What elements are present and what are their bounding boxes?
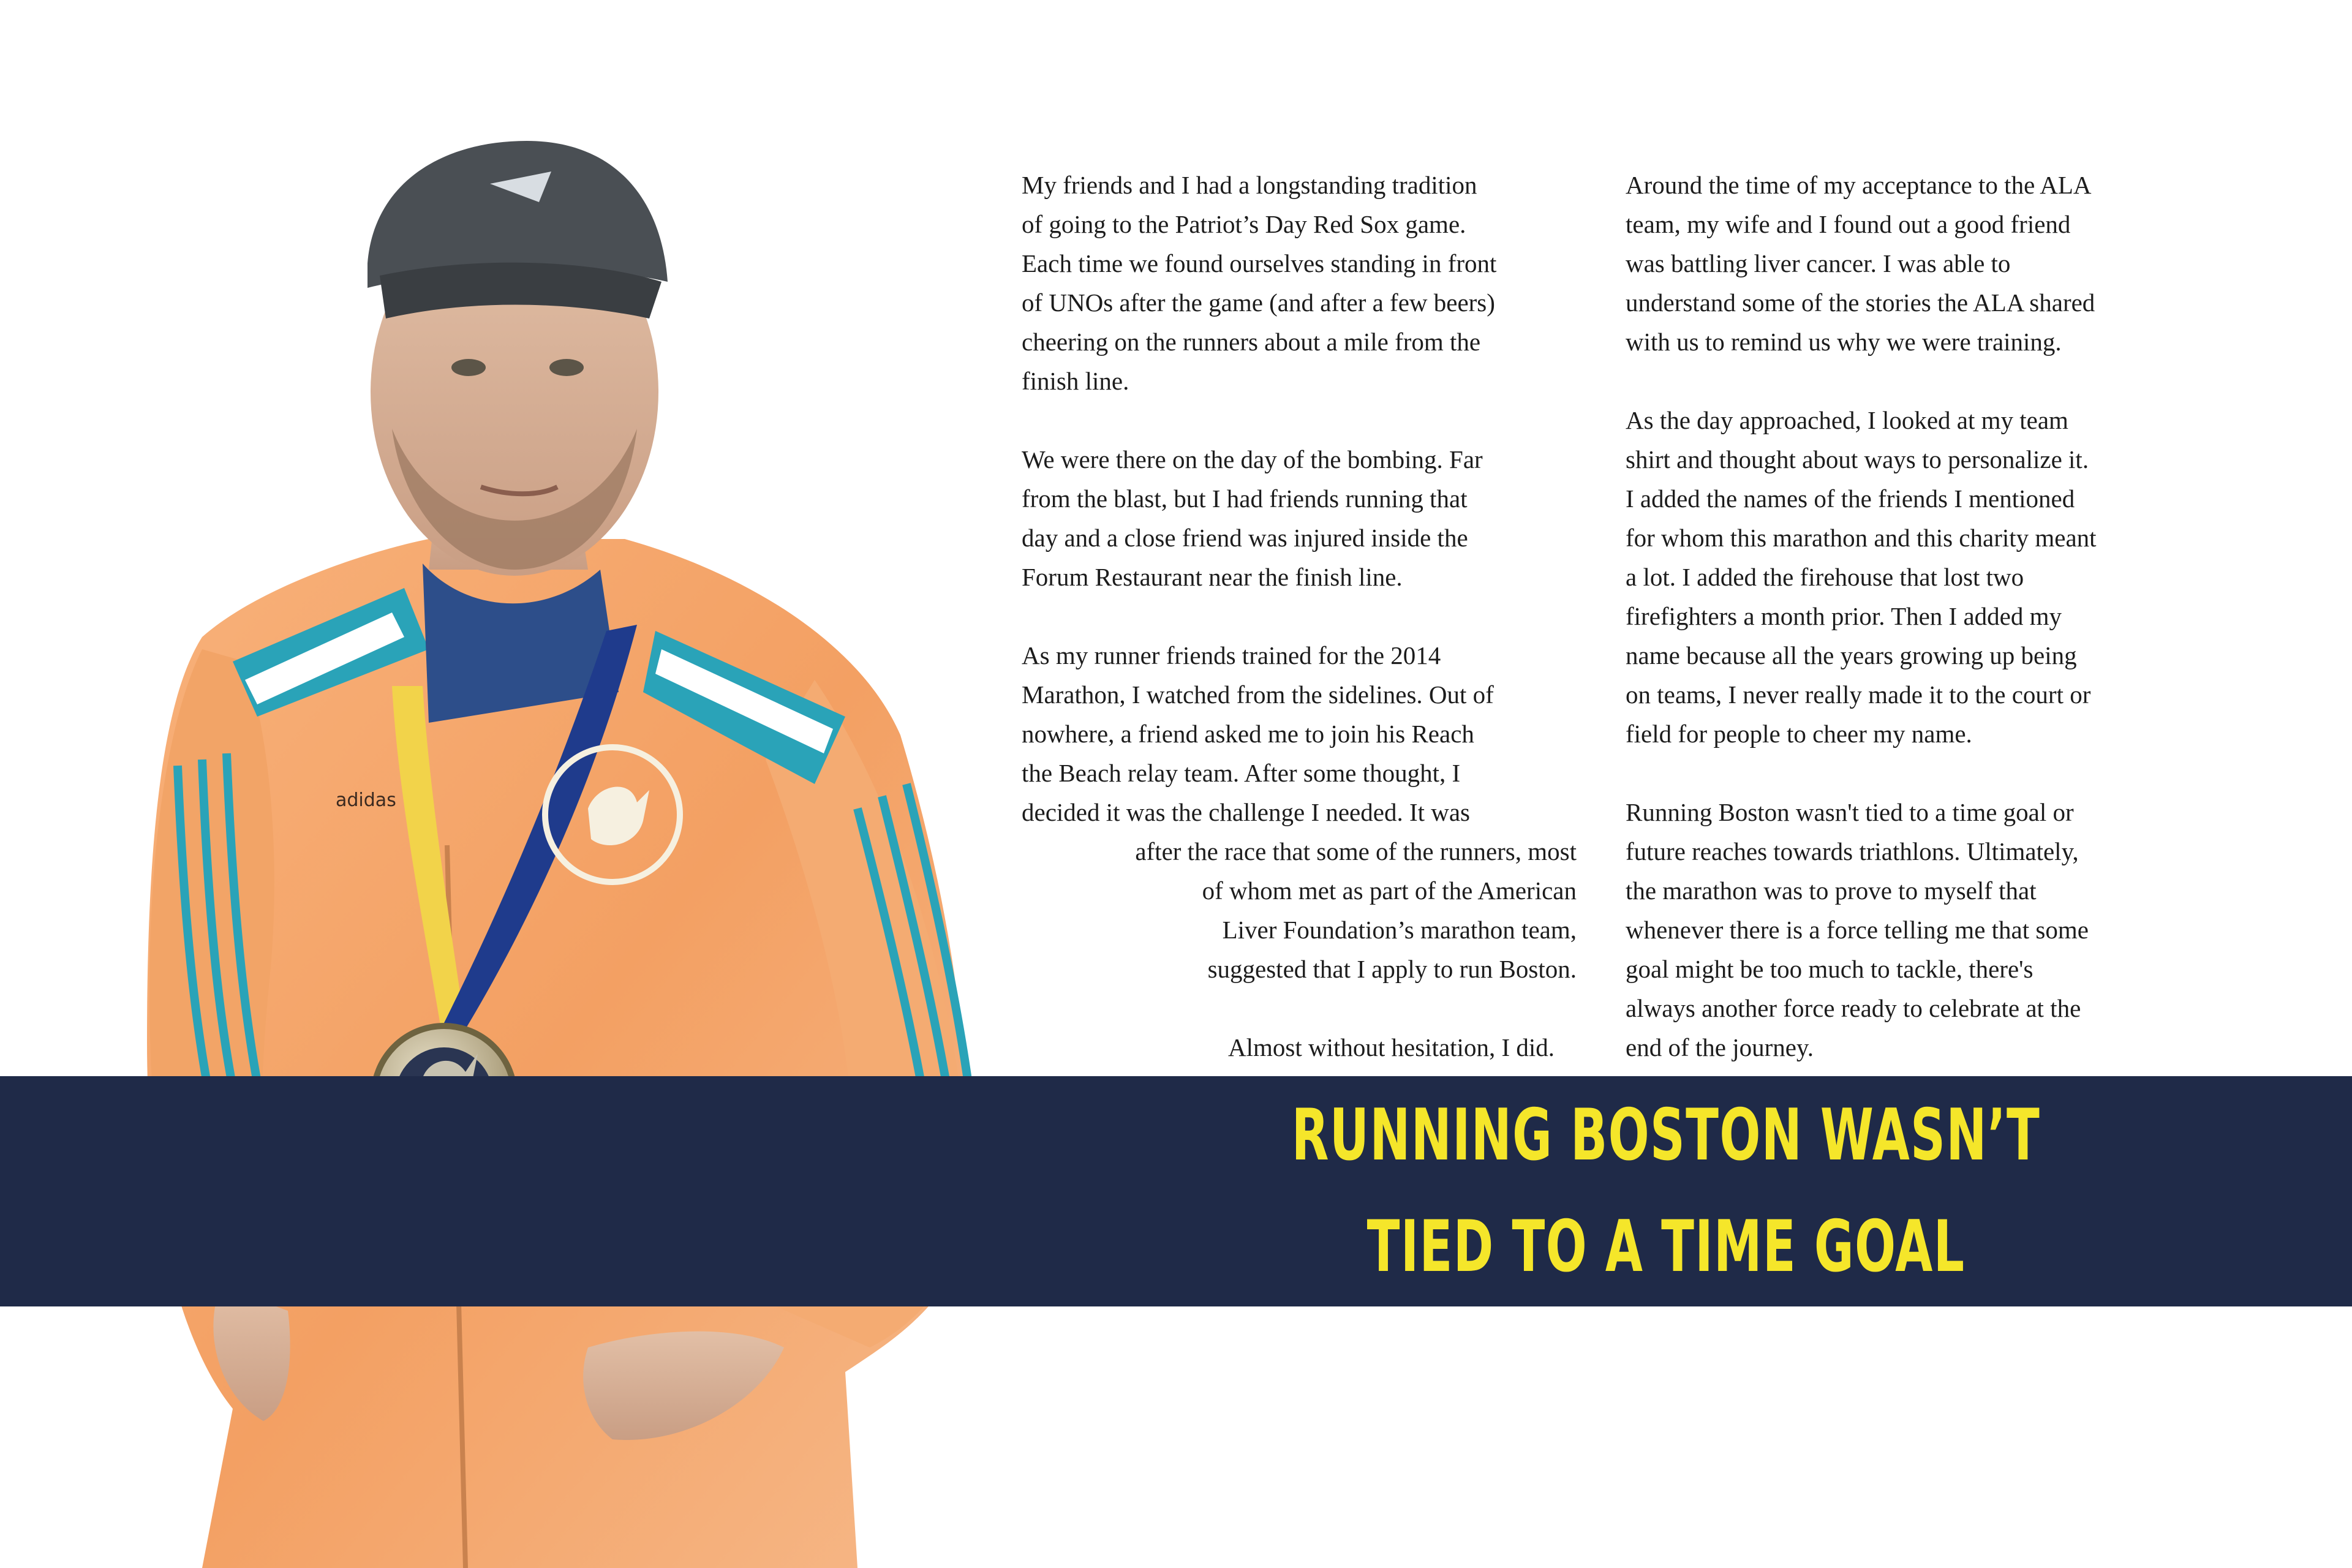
right-eye bbox=[549, 359, 584, 376]
right-paragraph-2: As the day approached, I looked at my team shirt and thought about ways to personalize it. I added the names of the friends I mentioned for whom this marathon and this charity meant a lot. I added the firehouse that lost two firefighters a month prior. Then I added my name because all the years growing up being on teams, I never really made it to the court or field for people to cheer my name. bbox=[1626, 406, 2097, 748]
right-paragraph-3: Running Boston wasn't tied to a time goal or future reaches towards triathlons. Ultimately, the marathon was to prove to myself that whenever there is a force telling me that some goal might be too much to tackle, there's always another force ready to celebrate at the end of the journey. bbox=[1626, 798, 2089, 1061]
left-paragraph-2: We were there on the day of the bombing. Far from the blast, but I had friends running that day and a close friend was injured inside the Forum Restaurant near the finish line. bbox=[1022, 445, 1483, 591]
left-closing-line: Almost without hesitation, I did. bbox=[1228, 1033, 1555, 1061]
left-paragraph-3-shaped: after the race that some of the runners, most of whom met as part of the American Liver Foundation’s marathon team, suggested that I apply to run Boston. bbox=[1135, 837, 1577, 983]
left-paragraph-1: My friends and I had a longstanding tradition of going to the Patriot’s Day Red Sox game. Each time we found ourselves standing in front of UNOs after the game (and after a few beers) cheering on the runners about a mile from the finish line. bbox=[1022, 171, 1497, 395]
right-paragraph-1: Around the time of my acceptance to the ALA team, my wife and I found out a good friend was battling liver cancer. I was able to understand some of the stories the ALA shared with us to remind us why we were training. bbox=[1626, 171, 2095, 356]
headline-line-2: TIED TO A TIME GOAL bbox=[1366, 1205, 1966, 1288]
headline-line-1: RUNNING BOSTON WASN’T bbox=[1291, 1094, 2041, 1177]
left-eye bbox=[451, 359, 486, 376]
pull-quote-headline bbox=[1291, 1076, 2041, 1306]
left-paragraph-3-lead: As my runner friends trained for the 2014 Marathon, I watched from the sidelines. Out of nowhere, a friend asked me to join his Reach the Beach relay team. After some thought, I decided it was the challenge I needed. It was bbox=[1022, 641, 1494, 826]
article-column-left bbox=[1022, 165, 1579, 1106]
jacket-brand-logo: adidas bbox=[336, 790, 396, 811]
article-column-right bbox=[1626, 165, 2195, 1106]
runner-photo bbox=[0, 0, 1005, 1568]
